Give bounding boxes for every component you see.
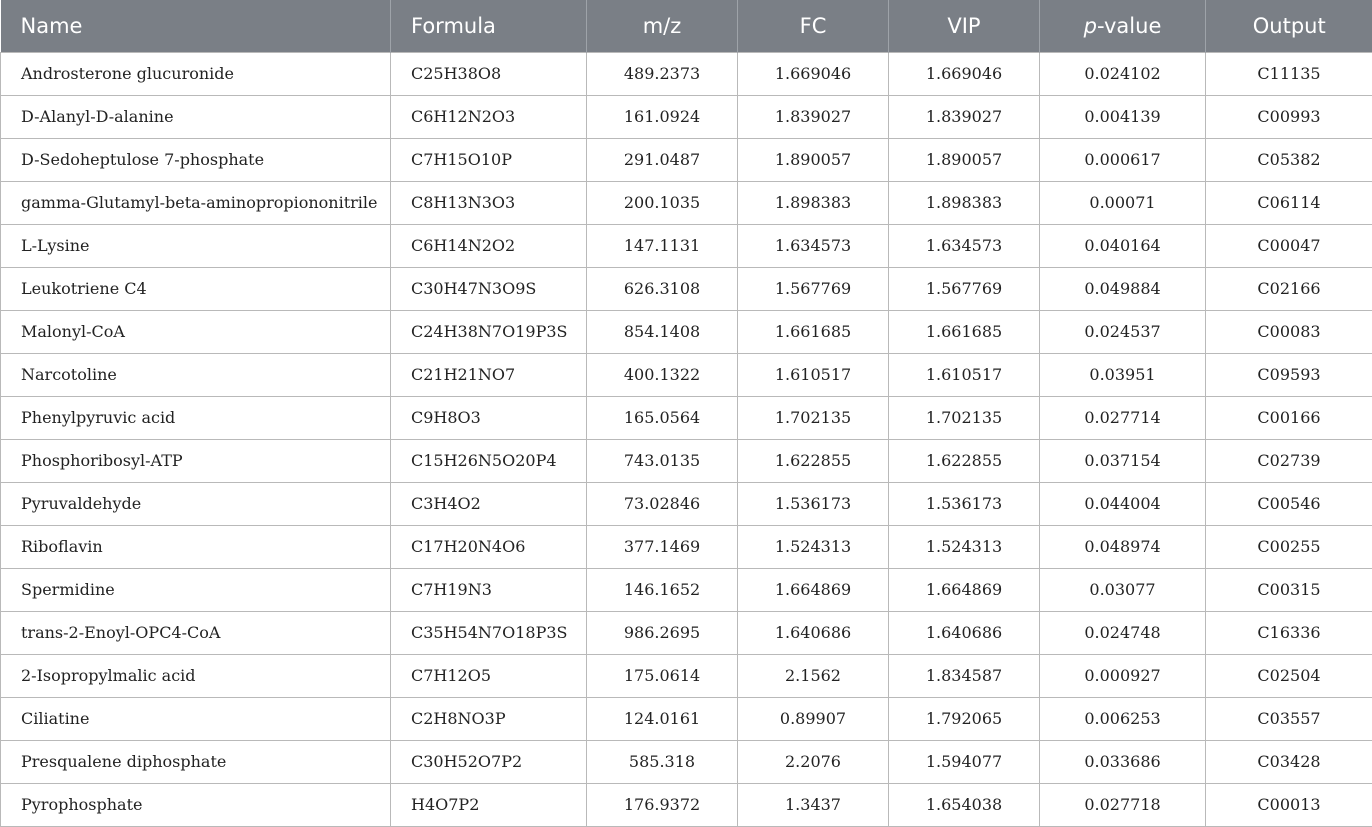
table-row <box>1 267 1372 310</box>
table-header <box>1 0 1372 52</box>
cell-output: C06114 <box>1206 181 1372 224</box>
cell-output: C00315 <box>1206 568 1372 611</box>
cell-p-value: 0.033686 <box>1040 740 1206 783</box>
cell-mz: 489.2373 <box>587 52 738 95</box>
cell-output: C03557 <box>1206 697 1372 740</box>
cell-vip: 1.594077 <box>889 740 1040 783</box>
cell-mz: 854.1408 <box>587 310 738 353</box>
cell-fc: 1.567769 <box>738 267 889 310</box>
cell-mz: 291.0487 <box>587 138 738 181</box>
cell-p-value: 0.049884 <box>1040 267 1206 310</box>
table-row <box>1 568 1372 611</box>
cell-p-value: 0.024748 <box>1040 611 1206 654</box>
cell-formula: C7H19N3 <box>391 568 587 611</box>
cell-output: C02739 <box>1206 439 1372 482</box>
cell-formula: C2H8NO3P <box>391 697 587 740</box>
cell-vip: 1.702135 <box>889 396 1040 439</box>
cell-name: D-Alanyl-D-alanine <box>1 95 391 138</box>
cell-formula: C6H12N2O3 <box>391 95 587 138</box>
cell-output: C02166 <box>1206 267 1372 310</box>
cell-p-value: 0.00071 <box>1040 181 1206 224</box>
table-row <box>1 482 1372 525</box>
cell-name: Malonyl-CoA <box>1 310 391 353</box>
cell-mz: 986.2695 <box>587 611 738 654</box>
cell-vip: 1.792065 <box>889 697 1040 740</box>
cell-name: Spermidine <box>1 568 391 611</box>
cell-vip: 1.664869 <box>889 568 1040 611</box>
cell-name: gamma-Glutamyl-beta-aminopropiononitrile <box>1 181 391 224</box>
cell-name: Narcotoline <box>1 353 391 396</box>
cell-name: Presqualene diphosphate <box>1 740 391 783</box>
cell-p-value: 0.03077 <box>1040 568 1206 611</box>
cell-formula: C30H47N3O9S <box>391 267 587 310</box>
cell-name: Androsterone glucuronide <box>1 52 391 95</box>
header-p-value <box>1040 0 1206 52</box>
table-row <box>1 95 1372 138</box>
header-formula: Formula <box>391 0 587 52</box>
cell-fc: 1.664869 <box>738 568 889 611</box>
cell-vip: 1.567769 <box>889 267 1040 310</box>
cell-p-value: 0.027718 <box>1040 783 1206 826</box>
cell-mz: 73.02846 <box>587 482 738 525</box>
cell-name: Pyruvaldehyde <box>1 482 391 525</box>
cell-formula: C7H12O5 <box>391 654 587 697</box>
cell-output: C00083 <box>1206 310 1372 353</box>
cell-formula: C35H54N7O18P3S <box>391 611 587 654</box>
table-row <box>1 181 1372 224</box>
table-row <box>1 654 1372 697</box>
cell-p-value: 0.000617 <box>1040 138 1206 181</box>
cell-fc: 0.89907 <box>738 697 889 740</box>
cell-mz: 200.1035 <box>587 181 738 224</box>
cell-fc: 1.702135 <box>738 396 889 439</box>
cell-vip: 1.890057 <box>889 138 1040 181</box>
cell-vip: 1.622855 <box>889 439 1040 482</box>
cell-vip: 1.839027 <box>889 95 1040 138</box>
table-row <box>1 396 1372 439</box>
cell-vip: 1.834587 <box>889 654 1040 697</box>
cell-formula: C7H15O10P <box>391 138 587 181</box>
cell-formula: C6H14N2O2 <box>391 224 587 267</box>
cell-output: C00993 <box>1206 95 1372 138</box>
cell-mz: 147.1131 <box>587 224 738 267</box>
cell-name: Phenylpyruvic acid <box>1 396 391 439</box>
cell-formula: C8H13N3O3 <box>391 181 587 224</box>
cell-fc: 1.3437 <box>738 783 889 826</box>
cell-fc: 1.634573 <box>738 224 889 267</box>
cell-fc: 1.890057 <box>738 138 889 181</box>
cell-vip: 1.669046 <box>889 52 1040 95</box>
cell-formula: C21H21NO7 <box>391 353 587 396</box>
cell-fc: 1.622855 <box>738 439 889 482</box>
cell-mz: 585.318 <box>587 740 738 783</box>
cell-p-value: 0.024537 <box>1040 310 1206 353</box>
cell-p-value: 0.027714 <box>1040 396 1206 439</box>
cell-output: C09593 <box>1206 353 1372 396</box>
cell-mz: 626.3108 <box>587 267 738 310</box>
cell-name: Ciliatine <box>1 697 391 740</box>
cell-fc: 2.2076 <box>738 740 889 783</box>
cell-p-value: 0.044004 <box>1040 482 1206 525</box>
header-mz: m/z <box>587 0 738 52</box>
cell-formula: H4O7P2 <box>391 783 587 826</box>
cell-p-value: 0.03951 <box>1040 353 1206 396</box>
table-body <box>1 52 1372 827</box>
cell-mz: 161.0924 <box>587 95 738 138</box>
cell-mz: 146.1652 <box>587 568 738 611</box>
cell-name: Phosphoribosyl-ATP <box>1 439 391 482</box>
cell-formula: C24H38N7O19P3S <box>391 310 587 353</box>
table-row <box>1 697 1372 740</box>
cell-formula: C15H26N5O20P4 <box>391 439 587 482</box>
cell-mz: 400.1322 <box>587 353 738 396</box>
cell-vip: 1.898383 <box>889 181 1040 224</box>
cell-name: 2-Isopropylmalic acid <box>1 654 391 697</box>
table-row <box>1 525 1372 568</box>
table-row <box>1 138 1372 181</box>
cell-p-value: 0.048974 <box>1040 525 1206 568</box>
cell-vip: 1.524313 <box>889 525 1040 568</box>
cell-p-value: 0.004139 <box>1040 95 1206 138</box>
cell-p-value: 0.006253 <box>1040 697 1206 740</box>
cell-vip: 1.640686 <box>889 611 1040 654</box>
cell-vip: 1.536173 <box>889 482 1040 525</box>
cell-fc: 1.669046 <box>738 52 889 95</box>
table-row <box>1 310 1372 353</box>
cell-output: C02504 <box>1206 654 1372 697</box>
header-p-italic: p <box>1083 13 1097 38</box>
cell-name: Leukotriene C4 <box>1 267 391 310</box>
cell-name: L-Lysine <box>1 224 391 267</box>
header-name: Name <box>1 0 391 52</box>
cell-name: Pyrophosphate <box>1 783 391 826</box>
table-row <box>1 224 1372 267</box>
cell-vip: 1.654038 <box>889 783 1040 826</box>
cell-mz: 743.0135 <box>587 439 738 482</box>
cell-p-value: 0.040164 <box>1040 224 1206 267</box>
cell-fc: 1.640686 <box>738 611 889 654</box>
cell-formula: C3H4O2 <box>391 482 587 525</box>
table-row <box>1 611 1372 654</box>
cell-formula: C30H52O7P2 <box>391 740 587 783</box>
cell-mz: 165.0564 <box>587 396 738 439</box>
cell-formula: C17H20N4O6 <box>391 525 587 568</box>
cell-output: C00047 <box>1206 224 1372 267</box>
cell-p-value: 0.000927 <box>1040 654 1206 697</box>
table-row <box>1 740 1372 783</box>
cell-p-value: 0.037154 <box>1040 439 1206 482</box>
cell-name: D-Sedoheptulose 7-phosphate <box>1 138 391 181</box>
header-vip: VIP <box>889 0 1040 52</box>
cell-output: C00166 <box>1206 396 1372 439</box>
cell-p-value: 0.024102 <box>1040 52 1206 95</box>
cell-fc: 2.1562 <box>738 654 889 697</box>
cell-output: C00255 <box>1206 525 1372 568</box>
cell-fc: 1.536173 <box>738 482 889 525</box>
cell-output: C05382 <box>1206 138 1372 181</box>
header-row <box>1 0 1372 52</box>
header-fc: FC <box>738 0 889 52</box>
cell-fc: 1.839027 <box>738 95 889 138</box>
table-row <box>1 783 1372 826</box>
cell-fc: 1.898383 <box>738 181 889 224</box>
cell-fc: 1.524313 <box>738 525 889 568</box>
cell-output: C00546 <box>1206 482 1372 525</box>
header-output: Output <box>1252 13 1326 38</box>
header-p-rest: -value <box>1096 13 1162 38</box>
cell-name: trans-2-Enoyl-OPC4-CoA <box>1 611 391 654</box>
cell-output: C11135 <box>1206 52 1372 95</box>
cell-name: Riboflavin <box>1 525 391 568</box>
cell-mz: 377.1469 <box>587 525 738 568</box>
cell-vip: 1.634573 <box>889 224 1040 267</box>
table-row <box>1 52 1372 95</box>
cell-vip: 1.661685 <box>889 310 1040 353</box>
cell-mz: 176.9372 <box>587 783 738 826</box>
cell-vip: 1.610517 <box>889 353 1040 396</box>
table-row <box>1 353 1372 396</box>
cell-fc: 1.661685 <box>738 310 889 353</box>
cell-formula: C9H8O3 <box>391 396 587 439</box>
cell-mz: 124.0161 <box>587 697 738 740</box>
cell-output: C03428 <box>1206 740 1372 783</box>
cell-output: C16336 <box>1206 611 1372 654</box>
cell-fc: 1.610517 <box>738 353 889 396</box>
cell-mz: 175.0614 <box>587 654 738 697</box>
cell-output: C00013 <box>1206 783 1372 826</box>
table-row <box>1 439 1372 482</box>
cell-formula: C25H38O8 <box>391 52 587 95</box>
